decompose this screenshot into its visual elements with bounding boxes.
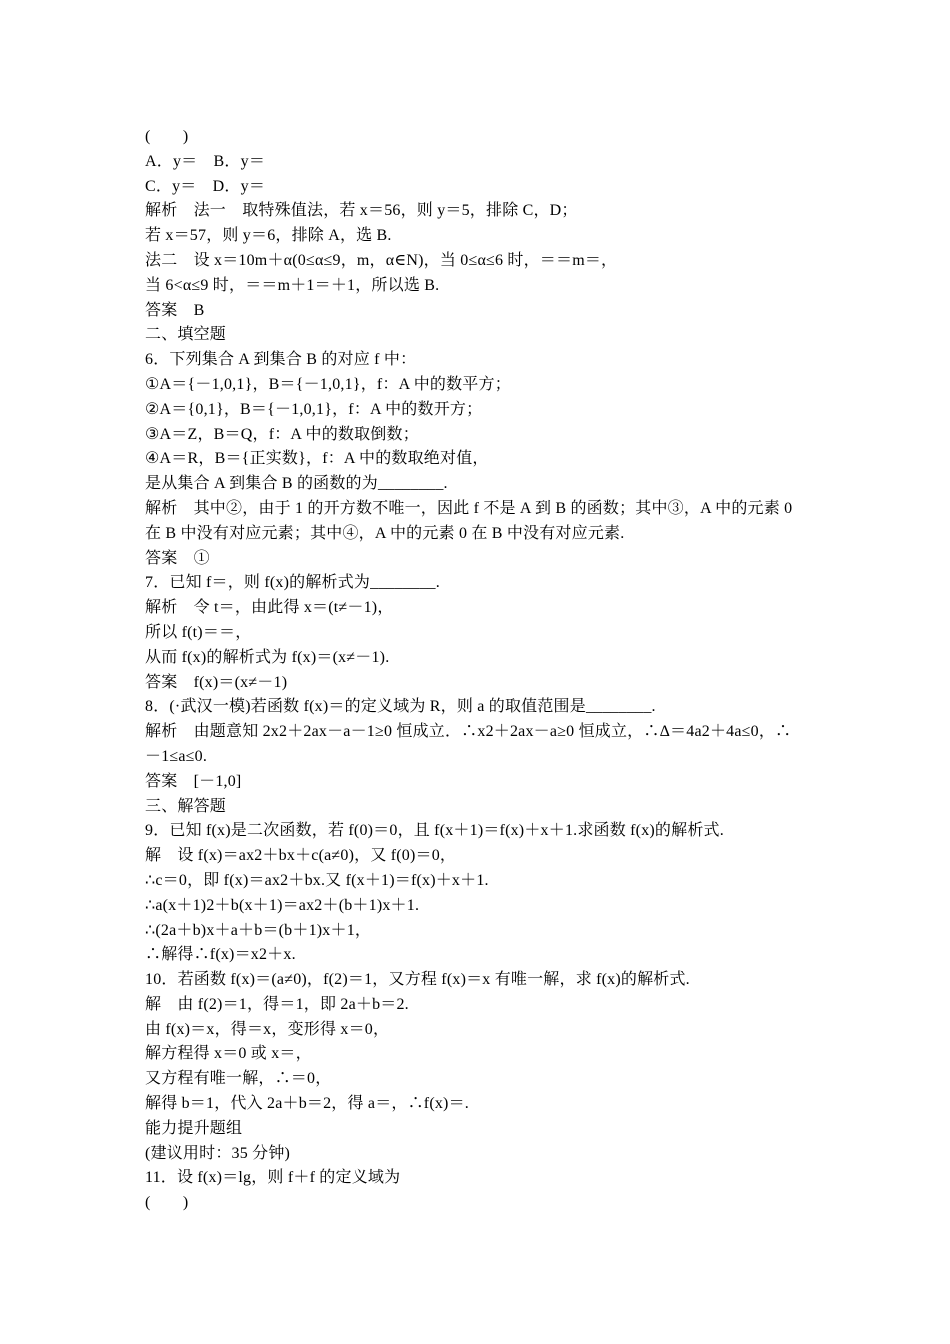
text-line: 法二 设 x＝10m＋α(0≤α≤9，m，α∈N)，当 0≤α≤6 时，＝＝m＝， xyxy=(145,251,618,269)
text-line: 解方程得 x＝0 或 x＝， xyxy=(145,1045,312,1063)
text-line: 9．已知 f(x)是二次函数，若 f(0)＝0，且 f(x＋1)＝f(x)＋x＋1.求函数 f(x)的解析式. xyxy=(145,822,724,840)
text-line: 11．设 f(x)＝lg，则 f＋f 的定义域为 xyxy=(145,1169,401,1187)
text-line: 由 f(x)＝x，得＝x，变形得 x＝0， xyxy=(145,1020,390,1038)
text-line: 7．已知 f＝，则 f(x)的解析式为________. xyxy=(145,574,440,592)
text-line: 解得 b＝1，代入 2a＋b＝2，得 a＝，∴f(x)＝. xyxy=(145,1095,469,1113)
text-line: 8．(·武汉一模)若函数 f(x)＝的定义域为 R，则 a 的取值范围是________. xyxy=(145,698,656,716)
text-line: 答案 [－1,0] xyxy=(145,772,242,790)
text-line: ③A＝Z，B＝Q，f：A 中的数取倒数； xyxy=(145,425,419,443)
text-line: 解析 法一 取特殊值法，若 x＝56，则 y＝5，排除 C，D； xyxy=(145,202,578,220)
text-line: ②A＝{0,1}，B＝{－1,0,1}，f：A 中的数开方； xyxy=(145,400,483,418)
text-line: ∴c＝0，即 f(x)＝ax2＋bx.又 f(x＋1)＝f(x)＋x＋1. xyxy=(145,871,489,889)
text-line: ( ) xyxy=(145,128,189,145)
text-line: 在 B 中没有对应元素；其中④，A 中的元素 0 在 B 中没有对应元素. xyxy=(145,524,625,542)
text-line: 答案 f(x)＝(x≠－1) xyxy=(145,673,288,691)
text-line: ∴解得∴f(x)＝x2＋x. xyxy=(145,946,296,964)
text-line: 又方程有唯一解，∴＝0， xyxy=(145,1070,332,1088)
section-heading: 二、填空题 xyxy=(145,326,227,344)
text-line: －1≤a≤0. xyxy=(145,747,208,765)
text-line: 所以 f(t)＝＝， xyxy=(145,623,252,641)
text-line: 解 由 f(2)＝1，得＝1，即 2a＋b＝2. xyxy=(145,995,409,1013)
text-line: 解 设 f(x)＝ax2＋bx＋c(a≠0)，又 f(0)＝0， xyxy=(145,847,457,865)
text-line: 6．下列集合 A 到集合 B 的对应 f 中： xyxy=(145,351,417,369)
text-line: 解析 其中②，由于 1 的开方数不唯一，因此 f 不是 A 到 B 的函数；其中③，A 中的元素 0 xyxy=(145,499,793,517)
text-line: 答案 B xyxy=(145,301,205,319)
text-line: 若 x＝57，则 y＝6，排除 A，选 B. xyxy=(145,227,392,245)
text-line: 解析 由题意知 2x2＋2ax－a－1≥0 恒成立．∴x2＋2ax－a≥0 恒成立，∴Δ＝4a2＋4a≤0，∴ xyxy=(145,723,792,741)
text-line: (建议用时：35 分钟) xyxy=(145,1144,291,1162)
text-line: 是从集合 A 到集合 B 的函数的为________. xyxy=(145,475,448,493)
section-heading: 三、解答题 xyxy=(145,797,227,815)
text-line: 10．若函数 f(x)＝(a≠0)，f(2)＝1，又方程 f(x)＝x 有唯一解，求 f(x)的解析式. xyxy=(145,971,690,989)
text-line: ④A＝R，B＝{正实数}，f：A 中的数取绝对值， xyxy=(145,450,489,468)
text-line: 从而 f(x)的解析式为 f(x)＝(x≠－1). xyxy=(145,648,390,666)
document-body xyxy=(145,125,815,1216)
text-line: ①A＝{－1,0,1}，B＝{－1,0,1}，f：A 中的数平方； xyxy=(145,375,511,393)
section-heading: 能力提升题组 xyxy=(145,1119,243,1137)
text-line: ∴a(x＋1)2＋b(x＋1)＝ax2＋(b＋1)x＋1. xyxy=(145,896,420,914)
text-line: ∴(2a＋b)x＋a＋b＝(b＋1)x＋1， xyxy=(145,921,372,939)
text-line: C．y＝ D．y＝ xyxy=(145,177,266,195)
text-line: ( ) xyxy=(145,1194,189,1212)
text-line: 解析 令 t＝，由此得 x＝(t≠－1)， xyxy=(145,599,394,617)
text-line: 答案 ① xyxy=(145,549,210,567)
text-line: A．y＝ B．y＝ xyxy=(145,152,266,170)
text-line: 当 6<α≤9 时，＝＝m＋1＝＋1，所以选 B. xyxy=(145,276,440,294)
